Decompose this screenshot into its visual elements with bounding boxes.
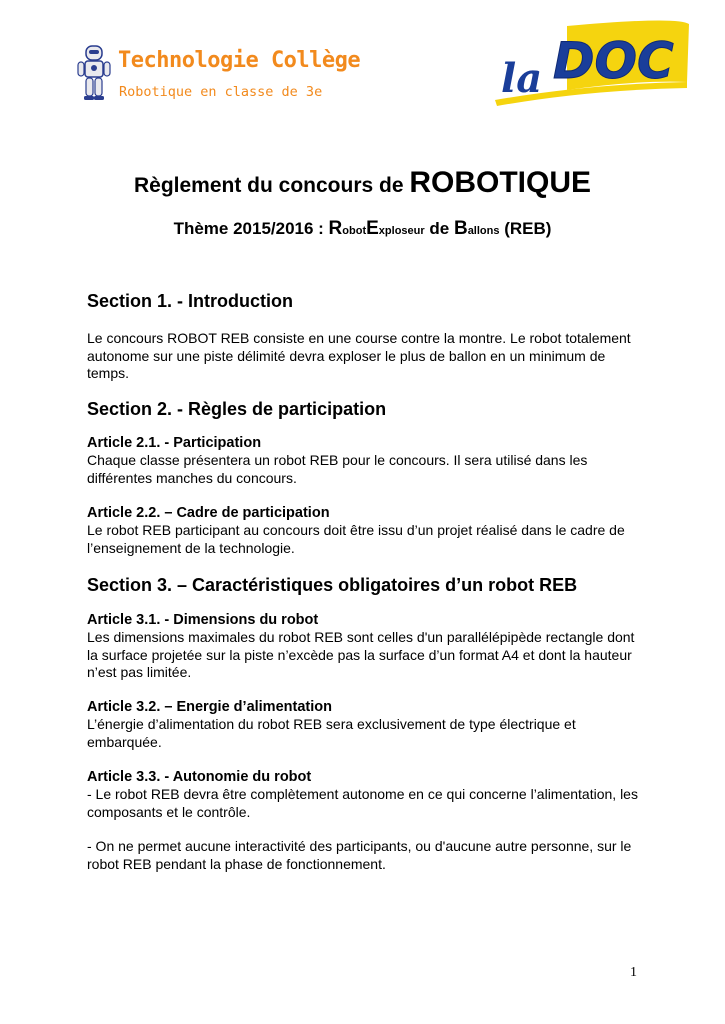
subtitle-r-sub: obot [342,225,367,237]
section-1-text: Le concours ROBOT REB consiste en une course contre la montre. Le robot totalement autonome sur une piste délimité devra exploser le plus de ballon en un minimum de temps. [87,330,631,381]
subtitle-e: E [366,218,379,239]
article-3-3-heading: Article 3.3. - Autonomie du robot [87,769,312,785]
subtitle-tail: (REB) [499,219,552,238]
article-3-1 [87,611,647,682]
section-2-heading: Section 2. - Règles de participation [87,399,387,419]
section-3 [87,574,647,596]
logo-subtitle: Robotique en classe de 3e [119,84,323,100]
article-3-2-heading: Article 3.2. – Energie d’alimentation [87,699,332,715]
section-1-heading: Section 1. - Introduction [87,291,293,311]
section-1 [87,290,647,312]
article-3-2-text: L’énergie d’alimentation du robot REB sera exclusivement de type électrique et embarquée. [87,716,576,750]
article-3-3-text-2: - On ne permet aucune interactivité des participants, ou d'aucune autre personne, sur le robot REB pendant la phase de fonctionnement. [87,838,632,872]
section-3-heading: Section 3. – Caractéristiques obligatoires d’un robot REB [87,575,578,595]
article-3-2 [87,698,647,751]
article-2-2-text: Le robot REB participant au concours doit être issu d’un projet réalisé dans le cadre de l’enseignement de la technologie. [87,522,625,556]
subtitle-lead: Thème 2015/2016 : [173,219,329,238]
subtitle-e-sub: xploseur [378,225,425,237]
ladoc-doc: DOC [553,32,674,90]
article-3-3 [87,768,647,873]
section-2 [87,398,647,420]
ladoc-logo [487,18,692,108]
article-2-1-text: Chaque classe présentera un robot REB pour le concours. Il sera utilisé dans les différentes manches du concours. [87,452,588,486]
section-1-body [87,330,647,383]
article-3-3-text: - Le robot REB devra être complètement autonome en ce qui concerne l’alimentation, les composants et le contrôle. [87,786,638,820]
logo-title: Technologie Collège [118,48,361,73]
document-subtitle [0,218,725,240]
article-2-2 [87,504,647,557]
article-3-1-heading: Article 3.1. - Dimensions du robot [87,612,319,628]
subtitle-b: B [453,218,468,239]
subtitle-de: de [424,219,454,238]
page-number: 1 [630,965,637,980]
article-2-1-heading: Article 2.1. - Participation [87,435,262,451]
article-2-2-heading: Article 2.2. – Cadre de participation [87,505,330,521]
document-title [0,166,725,200]
robot-icon [76,44,112,102]
article-2-1 [87,434,647,487]
title-emphasis: ROBOTIQUE [409,166,592,199]
article-3-1-text: Les dimensions maximales du robot REB sont celles d'un parallélépipède rectangle dont la surface projetée sur la piste n’excède pas la surface d’un format A4 et dont la hauteur n’est pas limitée. [87,629,635,680]
ladoc-la: la [501,55,543,102]
subtitle-b-sub: allons [467,225,500,237]
subtitle-r: R [328,218,343,239]
technologie-college-logo [76,44,366,106]
title-prefix: Règlement du concours de [133,174,410,197]
